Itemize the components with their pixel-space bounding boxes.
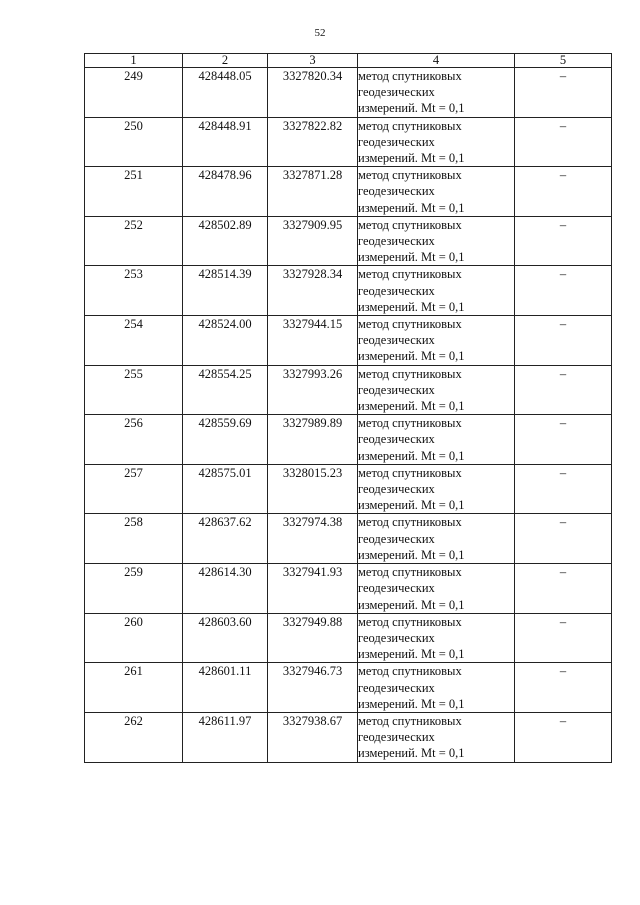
table-row [85, 663, 612, 713]
point-number-cell: 256 [85, 415, 183, 465]
point-number-cell: 253 [85, 266, 183, 316]
method-line: геодезических [358, 581, 435, 596]
x-coordinate-cell: 428524.00 [183, 316, 268, 366]
method-cell [358, 712, 515, 762]
y-coordinate-cell: 3327822.82 [268, 117, 358, 167]
method-line: измерений. Mt = 0,1 [358, 399, 465, 414]
method-line: измерений. Mt = 0,1 [358, 597, 465, 612]
method-line: метод спутниковых [358, 565, 462, 580]
method-line: измерений. Mt = 0,1 [358, 101, 465, 116]
note-cell: – [515, 216, 612, 266]
y-coordinate-cell: 3327944.15 [268, 316, 358, 366]
point-number-cell: 249 [85, 68, 183, 118]
column-header-5: 5 [515, 54, 612, 68]
method-line: измерений. Mt = 0,1 [358, 696, 465, 711]
point-number-cell: 261 [85, 663, 183, 713]
column-header-4: 4 [358, 54, 515, 68]
method-cell [358, 663, 515, 713]
x-coordinate-cell: 428614.30 [183, 564, 268, 614]
method-line: геодезических [358, 333, 435, 348]
method-cell [358, 316, 515, 366]
point-number-cell: 257 [85, 464, 183, 514]
note-cell: – [515, 514, 612, 564]
table-row [85, 117, 612, 167]
method-cell [358, 167, 515, 217]
method-line: метод спутниковых [358, 366, 462, 381]
note-cell: – [515, 117, 612, 167]
point-number-cell: 260 [85, 613, 183, 663]
note-cell: – [515, 167, 612, 217]
method-line: измерений. Mt = 0,1 [358, 448, 465, 463]
method-line: метод спутниковых [358, 69, 462, 83]
table-row [85, 415, 612, 465]
method-cell [358, 514, 515, 564]
method-line: метод спутниковых [358, 267, 462, 282]
point-number-cell: 250 [85, 117, 183, 167]
method-line: измерений. Mt = 0,1 [358, 250, 465, 265]
point-number-cell: 254 [85, 316, 183, 366]
x-coordinate-cell: 428502.89 [183, 216, 268, 266]
method-line: геодезических [358, 482, 435, 497]
table-row [85, 266, 612, 316]
method-cell [358, 415, 515, 465]
x-coordinate-cell: 428637.62 [183, 514, 268, 564]
header-row [85, 54, 612, 68]
x-coordinate-cell: 428603.60 [183, 613, 268, 663]
method-cell [358, 613, 515, 663]
x-coordinate-cell: 428448.91 [183, 117, 268, 167]
method-cell [358, 365, 515, 415]
table-row [85, 68, 612, 118]
coordinates-table [84, 53, 612, 763]
method-line: геодезических [358, 134, 435, 149]
method-line: метод спутниковых [358, 118, 462, 133]
point-number-cell: 252 [85, 216, 183, 266]
method-line: геодезических [358, 680, 435, 695]
method-line: измерений. Mt = 0,1 [358, 647, 465, 662]
method-line: геодезических [358, 630, 435, 645]
x-coordinate-cell: 428514.39 [183, 266, 268, 316]
method-cell [358, 216, 515, 266]
method-cell [358, 117, 515, 167]
method-line: метод спутниковых [358, 217, 462, 232]
method-line: измерений. Mt = 0,1 [358, 746, 465, 761]
point-number-cell: 255 [85, 365, 183, 415]
y-coordinate-cell: 3327989.89 [268, 415, 358, 465]
method-cell [358, 564, 515, 614]
method-line: геодезических [358, 184, 435, 199]
method-line: геодезических [358, 234, 435, 249]
method-line: измерений. Mt = 0,1 [358, 547, 465, 562]
x-coordinate-cell: 428448.05 [183, 68, 268, 118]
table-row [85, 514, 612, 564]
method-cell [358, 464, 515, 514]
method-line: геодезических [358, 85, 435, 100]
method-cell [358, 68, 515, 118]
note-cell: – [515, 464, 612, 514]
table-row [85, 464, 612, 514]
method-line: метод спутниковых [358, 168, 462, 183]
note-cell: – [515, 712, 612, 762]
x-coordinate-cell: 428554.25 [183, 365, 268, 415]
method-line: метод спутниковых [358, 614, 462, 629]
y-coordinate-cell: 3327820.34 [268, 68, 358, 118]
y-coordinate-cell: 3327928.34 [268, 266, 358, 316]
method-line: метод спутниковых [358, 416, 462, 431]
method-line: геодезических [358, 382, 435, 397]
method-line: измерений. Mt = 0,1 [358, 299, 465, 314]
note-cell: – [515, 266, 612, 316]
note-cell: – [515, 564, 612, 614]
method-line: геодезических [358, 432, 435, 447]
method-line: метод спутниковых [358, 664, 462, 679]
y-coordinate-cell: 3328015.23 [268, 464, 358, 514]
point-number-cell: 259 [85, 564, 183, 614]
method-line: метод спутниковых [358, 515, 462, 530]
table-row [85, 564, 612, 614]
method-line: геодезических [358, 531, 435, 546]
point-number-cell: 258 [85, 514, 183, 564]
method-line: метод спутниковых [358, 713, 462, 728]
y-coordinate-cell: 3327974.38 [268, 514, 358, 564]
method-line: измерений. Mt = 0,1 [358, 349, 465, 364]
column-header-3: 3 [268, 54, 358, 68]
table-row [85, 712, 612, 762]
column-header-1: 1 [85, 54, 183, 68]
method-line: метод спутниковых [358, 317, 462, 332]
method-line: метод спутниковых [358, 465, 462, 480]
method-line: измерений. Mt = 0,1 [358, 200, 465, 215]
x-coordinate-cell: 428478.96 [183, 167, 268, 217]
point-number-cell: 262 [85, 712, 183, 762]
column-header-2: 2 [183, 54, 268, 68]
point-number-cell: 251 [85, 167, 183, 217]
x-coordinate-cell: 428575.01 [183, 464, 268, 514]
table-row [85, 316, 612, 366]
note-cell: – [515, 415, 612, 465]
note-cell: – [515, 365, 612, 415]
y-coordinate-cell: 3327949.88 [268, 613, 358, 663]
y-coordinate-cell: 3327871.28 [268, 167, 358, 217]
y-coordinate-cell: 3327993.26 [268, 365, 358, 415]
method-cell [358, 266, 515, 316]
table-row [85, 216, 612, 266]
note-cell: – [515, 613, 612, 663]
y-coordinate-cell: 3327941.93 [268, 564, 358, 614]
method-line: геодезических [358, 730, 435, 745]
note-cell: – [515, 663, 612, 713]
y-coordinate-cell: 3327946.73 [268, 663, 358, 713]
table-row [85, 365, 612, 415]
x-coordinate-cell: 428611.97 [183, 712, 268, 762]
y-coordinate-cell: 3327938.67 [268, 712, 358, 762]
note-cell: – [515, 68, 612, 118]
method-line: измерений. Mt = 0,1 [358, 498, 465, 513]
x-coordinate-cell: 428559.69 [183, 415, 268, 465]
method-line: геодезических [358, 283, 435, 298]
x-coordinate-cell: 428601.11 [183, 663, 268, 713]
y-coordinate-cell: 3327909.95 [268, 216, 358, 266]
page-number: 52 [314, 27, 326, 39]
table-body [85, 68, 612, 763]
note-cell: – [515, 316, 612, 366]
table-row [85, 167, 612, 217]
method-line: измерений. Mt = 0,1 [358, 151, 465, 166]
table-row [85, 613, 612, 663]
